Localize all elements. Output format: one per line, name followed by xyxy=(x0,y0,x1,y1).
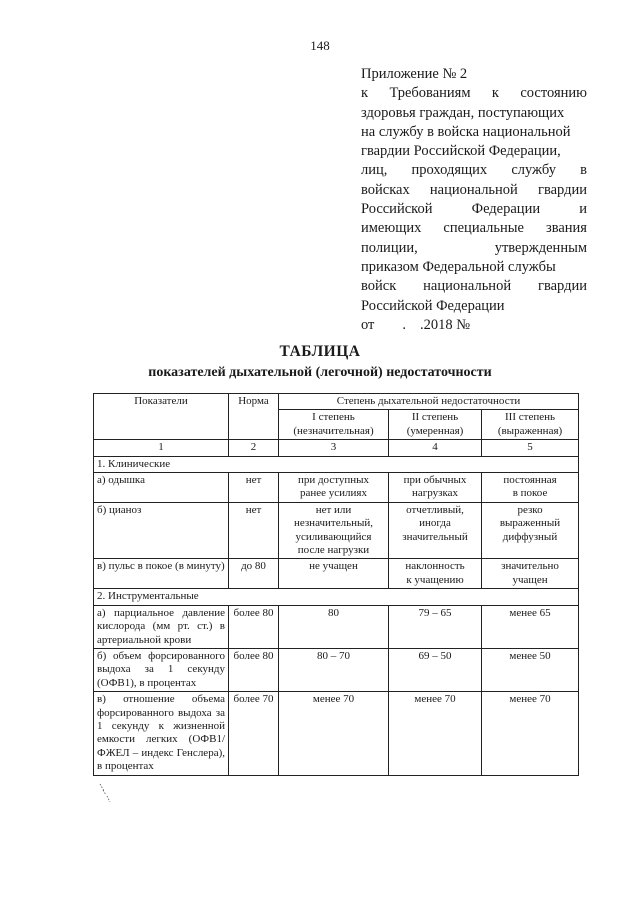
row-degree-3: менее 70 xyxy=(482,692,579,775)
table-subtitle: показателей дыхательной (легочной) недостаточности xyxy=(148,365,492,380)
row-norm: нет xyxy=(229,502,279,559)
row-indicator: в) отношение объема форсированного выдоха за 1 секунду к жизненной емкости легких (ОФВ1/ФЖЕЛ – индекс Генслера), в процентах xyxy=(94,692,229,775)
section-title: 1. Клинические xyxy=(94,456,579,472)
row-norm: нет xyxy=(229,473,279,503)
appendix-line xyxy=(361,297,587,316)
row-degree-2: менее 70 xyxy=(389,692,482,775)
appendix-word: национальной xyxy=(429,181,518,198)
appendix-line xyxy=(361,200,587,219)
table-title: ТАБЛИЦА xyxy=(279,343,361,360)
appendix-word: имеющих xyxy=(361,220,422,237)
row-indicator: б) цианоз xyxy=(94,502,229,559)
row-degree-1: менее 70 xyxy=(279,692,389,775)
appendix-word: Российской xyxy=(361,201,433,218)
row-norm: более 80 xyxy=(229,648,279,691)
appendix-line xyxy=(361,219,587,238)
row-degree-3: менее 65 xyxy=(482,605,579,648)
appendix-word: специальные xyxy=(443,220,524,237)
row-indicator: а) парциальное давление кислорода (мм рт. ст.) в артериальной крови xyxy=(94,605,229,648)
row-degree-1: при доступных ранее усилиях xyxy=(279,473,389,503)
appendix-line xyxy=(361,84,587,103)
appendix-word: службу xyxy=(511,162,556,179)
column-number: 2 xyxy=(229,440,279,456)
appendix-block xyxy=(361,65,587,335)
appendix-word: утвержденным xyxy=(494,239,587,256)
row-degree-3: значительно учащен xyxy=(482,559,579,589)
header-degree-2: II степень (умеренная) xyxy=(389,410,482,440)
appendix-word: гвардии Российской Федерации, xyxy=(361,143,561,160)
appendix-line xyxy=(361,239,587,258)
appendix-word: приказом Федеральной службы xyxy=(361,258,556,275)
appendix-word: войск xyxy=(361,278,397,295)
row-degree-3: резко выраженный диффузный xyxy=(482,502,579,559)
appendix-date-year: .2018 № xyxy=(420,316,471,333)
appendix-line xyxy=(361,142,587,161)
row-degree-1: 80 – 70 xyxy=(279,648,389,691)
table-row xyxy=(94,559,579,589)
appendix-word: звания xyxy=(545,220,587,237)
appendix-word: Приложение № 2 xyxy=(361,66,468,82)
column-number: 1 xyxy=(94,440,229,456)
appendix-word: в xyxy=(580,162,587,179)
row-degree-2: наклонность к учащению xyxy=(389,559,482,589)
pen-mark xyxy=(98,782,112,804)
row-degree-2: при обычных нагрузках xyxy=(389,473,482,503)
row-indicator: а) одышка xyxy=(94,473,229,503)
row-degree-2: 69 – 50 xyxy=(389,648,482,691)
section-row xyxy=(94,456,579,472)
column-number: 4 xyxy=(389,440,482,456)
row-indicator: в) пульс в покое (в минуту) xyxy=(94,559,229,589)
appendix-line xyxy=(361,65,587,84)
appendix-word: национальной xyxy=(423,278,512,295)
appendix-line xyxy=(361,161,587,180)
appendix-word: гвардии xyxy=(538,181,587,198)
appendix-date-line xyxy=(361,316,587,335)
header-degree-group: Степень дыхательной недостаточности xyxy=(279,394,579,410)
appendix-word: проходящих xyxy=(411,162,488,179)
row-norm: более 70 xyxy=(229,692,279,775)
appendix-word: Российской Федерации xyxy=(361,297,505,314)
column-number-row xyxy=(94,440,579,456)
row-degree-1: 80 xyxy=(279,605,389,648)
appendix-date-prefix: от xyxy=(361,316,375,333)
table-row xyxy=(94,473,579,503)
appendix-word: гвардии xyxy=(538,278,587,295)
row-norm: более 80 xyxy=(229,605,279,648)
appendix-word: и xyxy=(579,201,587,218)
appendix-line xyxy=(361,104,587,123)
appendix-word: к xyxy=(491,85,499,102)
header-degree-3: III степень (выраженная) xyxy=(482,410,579,440)
appendix-word: на службу в войска национальной xyxy=(361,123,571,140)
appendix-word: Требованиям xyxy=(389,85,471,102)
appendix-word: Федерации xyxy=(471,201,541,218)
row-degree-1: нет или незначительный, усиливающийся после нагрузки xyxy=(279,502,389,559)
header-indicator: Показатели xyxy=(94,394,229,440)
row-degree-2: отчетливый, иногда значительный xyxy=(389,502,482,559)
table-row xyxy=(94,692,579,775)
appendix-line xyxy=(361,181,587,200)
column-number: 5 xyxy=(482,440,579,456)
appendix-word: здоровья граждан, поступающих xyxy=(361,104,565,121)
appendix-word: полиции, xyxy=(361,239,418,256)
appendix-line xyxy=(361,123,587,142)
header-norm: Норма xyxy=(229,394,279,440)
page-number: 148 xyxy=(310,38,330,53)
appendix-line xyxy=(361,277,587,296)
row-indicator: б) объем форсированного выдоха за 1 секунду (ОФВ1), в процентах xyxy=(94,648,229,691)
table-row xyxy=(94,648,579,691)
appendix-word: лиц, xyxy=(361,162,388,179)
appendix-word: к xyxy=(361,85,369,102)
section-row xyxy=(94,589,579,605)
appendix-word: состоянию xyxy=(520,85,587,102)
appendix-date-dot: . xyxy=(402,316,407,333)
column-number: 3 xyxy=(279,440,389,456)
table-row xyxy=(94,502,579,559)
row-degree-3: постоянная в покое xyxy=(482,473,579,503)
appendix-line xyxy=(361,258,587,277)
appendix-word: войсках xyxy=(361,181,410,198)
header-degree-1: I степень (незначительная) xyxy=(279,410,389,440)
respiratory-insufficiency-table xyxy=(93,393,579,776)
table-row xyxy=(94,605,579,648)
row-degree-1: не учащен xyxy=(279,559,389,589)
row-degree-3: менее 50 xyxy=(482,648,579,691)
section-title: 2. Инструментальные xyxy=(94,589,579,605)
row-norm: до 80 xyxy=(229,559,279,589)
row-degree-2: 79 – 65 xyxy=(389,605,482,648)
